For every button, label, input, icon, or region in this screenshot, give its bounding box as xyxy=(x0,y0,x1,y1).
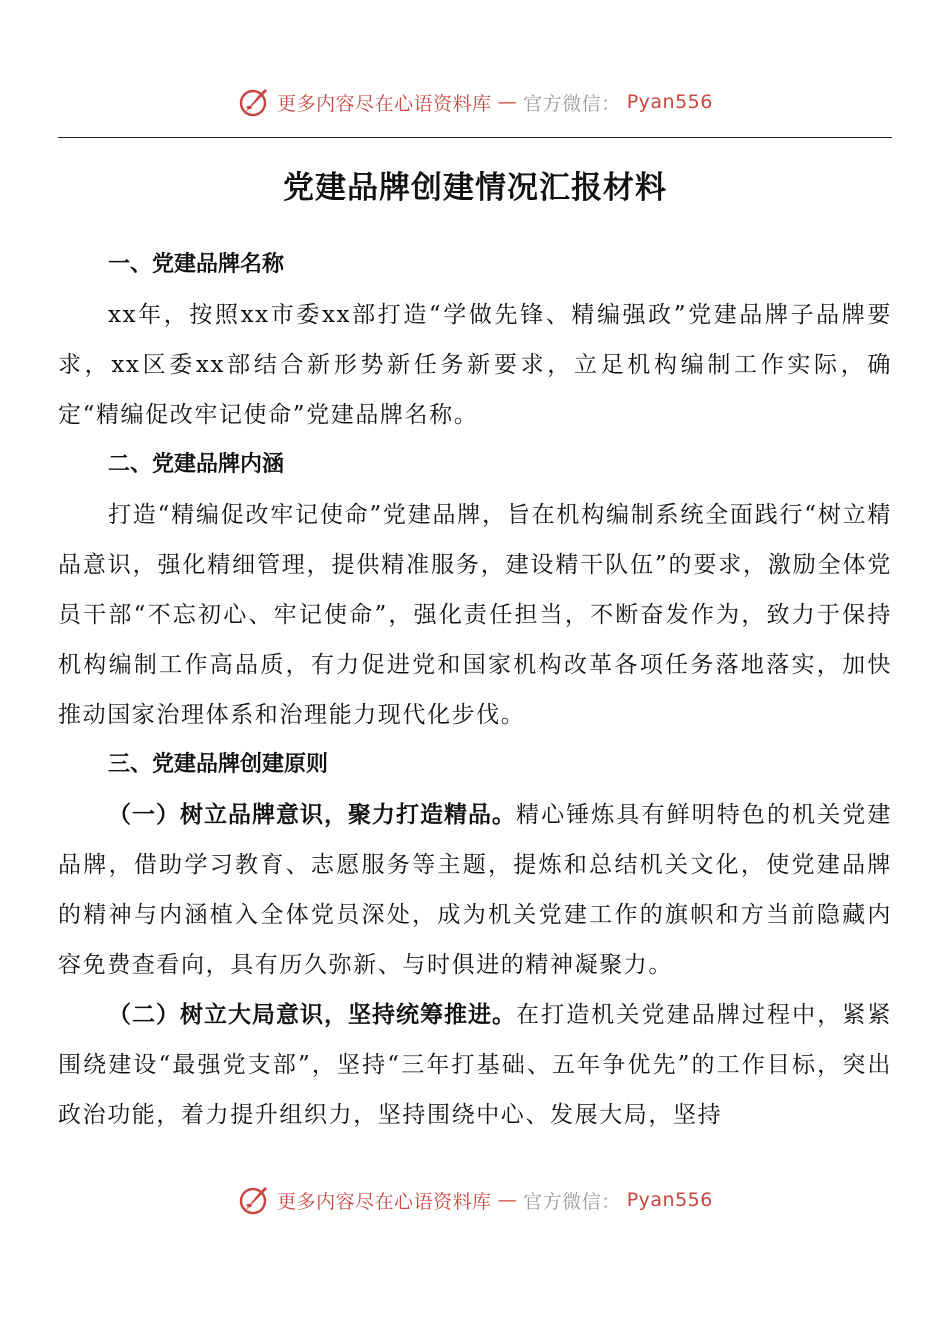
watermark-label: 官方微信： xyxy=(523,1190,621,1213)
section-1-paragraph: xx年，按照xx市委xx部打造“学做先锋、精编强政”党建品牌子品牌要求，xx区委xx部结合新形势新任务新要求，立足机构编制工作实际，确定“精编促改牢记使命”党建品牌名称。 xyxy=(58,302,892,428)
brush-logo-icon xyxy=(237,85,271,119)
brush-logo-icon xyxy=(237,1183,271,1217)
principle-1-title: （一）树立品牌意识，聚力打造精品。 xyxy=(108,801,516,828)
watermark-id: Pyan556 xyxy=(626,1189,713,1211)
document-title: 党建品牌创建情况汇报材料 xyxy=(283,170,667,206)
principle-item-1 xyxy=(58,790,892,990)
section-heading-3: 三、党建品牌创建原则 xyxy=(108,752,329,777)
watermark-site: 更多内容尽在心语资料库 xyxy=(277,1190,492,1213)
watermark-label: 官方微信： xyxy=(523,92,621,115)
principle-item-2 xyxy=(58,990,892,1140)
watermark-header xyxy=(0,84,950,120)
principle-1-text: 精心锤炼具有鲜明特色的机关党建品牌，借助学习教育、志愿服务等主题，提炼和总结机关文化，使党建品牌的精神与内涵植入全体党员深处，成为机关党建工作的旗帜和方当前隐藏内容免费查看向，具有历久弥新、与时俱进的精神凝聚力。 xyxy=(58,802,892,978)
section-2-paragraph: 打造“精编促改牢记使命”党建品牌，旨在机构编制系统全面践行“树立精品意识，强化精细管理，提供精准服务，建设精干队伍”的要求，激励全体党员干部“不忘初心、牢记使命”，强化责任担当，不断奋发作为，致力于保持机构编制工作高品质，有力促进党和国家机构改革各项任务落地落实，加快推动国家治理体系和治理能力现代化步伐。 xyxy=(58,502,892,728)
principle-2-title: （二）树立大局意识，坚持统筹推进。 xyxy=(108,1001,516,1028)
header-divider xyxy=(58,137,892,138)
principle-2-text: 在打造机关党建品牌过程中，紧紧围绕建设“最强党支部”，坚持“三年打基础、五年争优先”的工作目标，突出政治功能，着力提升组织力，坚持围绕中心、发展大局，坚持 xyxy=(58,1002,892,1128)
section-heading-1: 一、党建品牌名称 xyxy=(108,252,285,277)
section-heading-2: 二、党建品牌内涵 xyxy=(108,452,285,477)
document-body xyxy=(58,240,892,1140)
watermark-site: 更多内容尽在心语资料库 xyxy=(277,92,492,115)
watermark-id: Pyan556 xyxy=(626,91,713,113)
watermark-separator: — xyxy=(497,91,518,113)
watermark-footer xyxy=(0,1182,950,1218)
watermark-separator: — xyxy=(497,1189,518,1211)
